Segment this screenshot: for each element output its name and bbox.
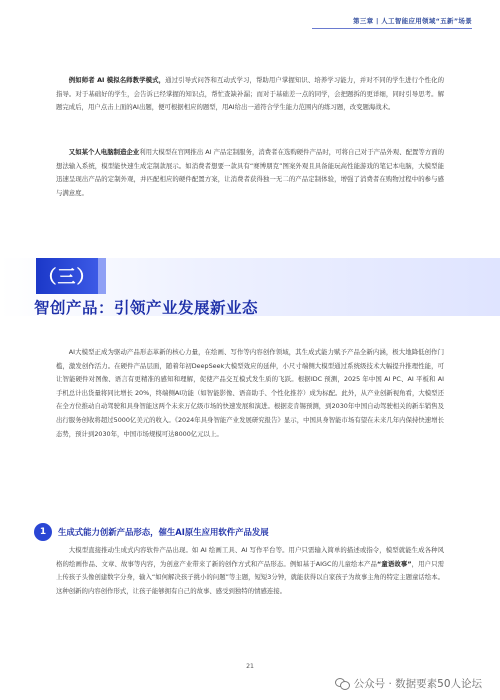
subsection-heading: [34, 522, 269, 542]
paragraph-product-name: “童语故事”: [377, 559, 412, 568]
paragraph-body: ，用户只需上传孩子头像创建数字分身，输入“如何解决孩子挑小的问题”等主题，短短3分钟，就能获得以自家孩子为故事主角的特定主题童话绘本。这种创新的内容创作形式，让孩子能够拥有自己的故事、感受到独特的情感连接。: [56, 559, 445, 595]
paragraph-body: 通过引导式问答和互动式学习，帮助用户掌握知识、培养学习能力，并对不同的学生进行个性化的指导。对于基础好的学生，会告诉已经掌握的知识点，帮忙查缺补漏；而对于基础差一点的同学，会把题拆的更详细，同时引导思考。解题完成后，用户点击上面的AI出题，便可根据相应的题型，用AI给出一道符合学生能力范围内的练习题，改变题海战术。: [56, 76, 444, 112]
section-badge: （三）: [36, 258, 98, 294]
subsection-number-badge: 1: [34, 523, 52, 541]
section-title: 智创产品：引领产业发展新业态: [34, 299, 259, 317]
paragraph-body: 利用大模型在官网推出 AI 产品定制服务，消费者在选购硬件产品时，可将自己对于产品外观、配置等方面的想法输入系统，模型能快速生成定制款展示。如消费者想要一款具有“赛博朋克”图案外观且具备能玩高性能游戏的笔记本电脑，大模型能迅速呈现出产品的定制外观，并匹配相应的硬件配置方案，让消费者获得独一无二的产品定制体验，增强了消费者在购物过程中的参与感与满意度。: [56, 148, 444, 197]
section-badge-stripe: [98, 258, 106, 294]
paragraph-product-intro: AI大模型正成为驱动产品形态革新的核心力量，在绘画、写作等内容创作领域，其生成式能力赋予产品全新内涵，极大地降低创作门槛，激发创作活力。在硬件产品层面，随着年初DeepSeek大模型效应的延伸，小尺寸端侧大模型通过系统级技术大幅提升推理性能，可让智能硬件对图像、语言有更精准的感知和理解，促使产品交互模式发生质的飞跃。根据IDC 预测，2025 年中国 AI PC、AI 平板和 AI 手机总计出货量将同比增长 20%，终端侧AI功能（如智能影像、语音助手、个性化推荐）成为标配。此外，从产业创新视角看，大模型还在全方位推动自动驾驶和具身智能这两个未来万亿级市场的快速发展和演进。根据麦肯锡预测，到2030年中国自动驾驶相关的新车销售及出行服务创收将超过5000亿美元的收入。《2024年具身智能产业发展研究报告》显示，中国具身智能市场有望在未来几年内保持快速增长态势，预计到2030年，中国市场规模可达8000亿元以上。: [56, 348, 444, 438]
paragraph-aigc-software: [56, 544, 444, 598]
watermark-text: 公众号 · 数据要素50人论坛: [353, 678, 482, 690]
header-divider: [312, 28, 472, 29]
paragraph-pc-example: [56, 146, 444, 200]
chapter-header-title: 第三章 | 人工智能应用领域“五新”场景: [353, 17, 472, 25]
page-number: 21: [246, 663, 254, 670]
subsection-title: 生成式能力创新产品形态，催生AI原生应用软件产品发展: [58, 527, 269, 537]
page-header: [0, 0, 500, 52]
paragraph-lead-bold: 又如某个人电脑制造企业: [68, 148, 140, 156]
paragraph-tutor-example: [56, 74, 444, 115]
wechat-icon: [335, 678, 349, 690]
watermark: [335, 676, 482, 691]
paragraph-body: 大模型直接推动生成式内容软件产品出现。如 AI 绘画工具、AI 写作平台等。用户只需输入简单的描述或指令，模型就能生成各种风格的绘画作品、文章、故事等内容，为创意产业带来了新的创作方式和产品形态。例如基于AIGC的儿童绘本产品: [56, 546, 444, 568]
paragraph-lead-bold: 例如师者 AI 模拟名师教学模式，: [68, 76, 166, 84]
